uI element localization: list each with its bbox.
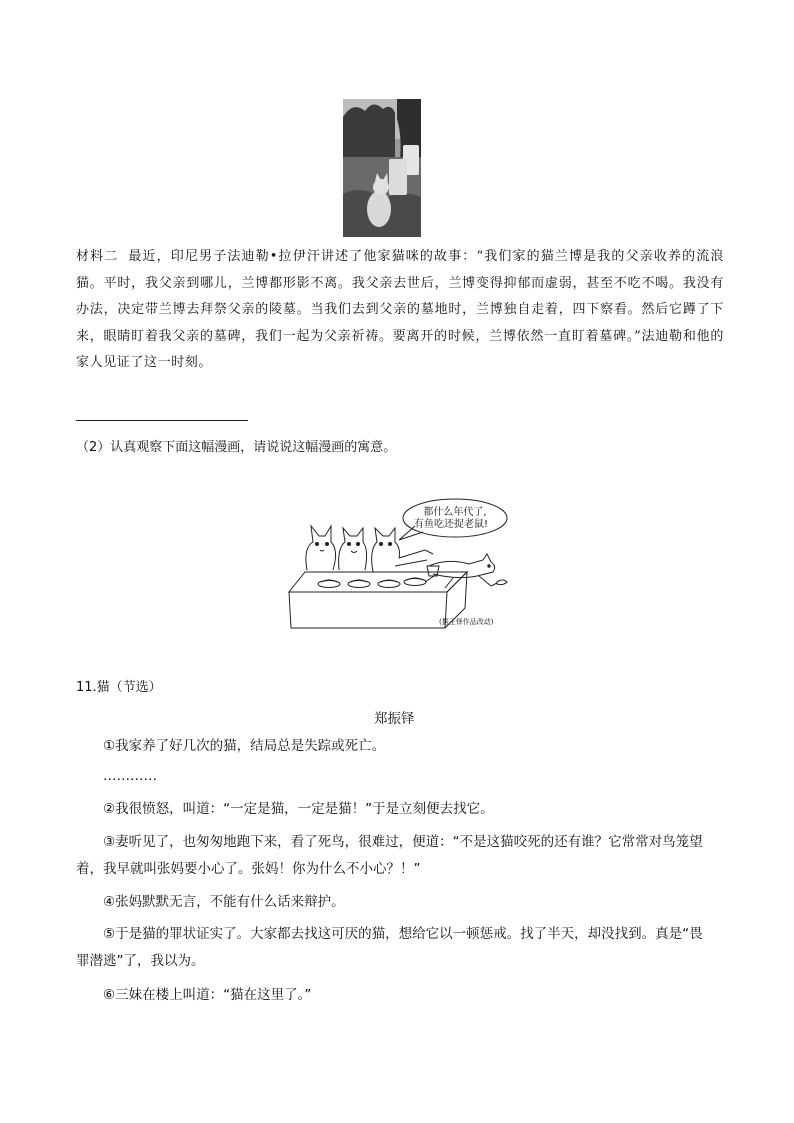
bubble-line-2: 有鱼吃还捉老鼠! bbox=[413, 519, 489, 530]
material-two-passage bbox=[76, 244, 724, 377]
material-two-label: 材料二 bbox=[76, 249, 119, 264]
paragraph-2: ②我很愤怒，叫道：“一定是猫，一定是猫！”于是立刻便去找它。 bbox=[103, 801, 494, 817]
cat-at-grave-photo bbox=[343, 99, 421, 237]
cats-cartoon bbox=[287, 496, 513, 630]
paragraph-1: ①我家养了好几次的猫，结局总是失踪或死亡。 bbox=[103, 738, 386, 754]
paragraph-5: ⑤于是猫的罪状证实了。大家都去找这可厌的猫，想给它以一顿惩戒。找了半天，却没找到。真是“畏罪潜逃”了，我以为。 bbox=[76, 926, 703, 969]
answer-line bbox=[76, 420, 248, 421]
material-two-text: 最近，印尼男子法迪勒•拉伊汗讲述了他家猫咪的故事：“我们家的猫兰博是我的父亲收养的流浪猫。平时，我父亲到哪儿，兰博都形影不离。我父亲去世后，兰博变得抑郁而虚弱，甚至不吃不喝。我没有办法，决定带兰博去拜祭父亲的陵墓。当我们去到父亲的墓地时，兰博独自走着，四下察看。然后它蹲了下来，眼睛盯着我父亲的墓碑，我们一起为父亲祈祷。要离开的时候，兰博依然一直盯着墓碑。”法迪勒和他的家人见证了这一时刻。 bbox=[76, 249, 724, 370]
cartoon-credit: (据王怿作品改动) bbox=[439, 618, 494, 626]
author-name: 郑振铎 bbox=[374, 711, 415, 727]
question-2-prompt: （2）认真观察下面这幅漫画，请说说这幅漫画的寓意。 bbox=[76, 440, 397, 455]
paragraph-6: ⑥三妹在楼上叫道：“猫在这里了。” bbox=[103, 987, 312, 1003]
ellipsis-line: ………… bbox=[103, 768, 157, 784]
paragraph-3: ③妻听见了，也匆匆地跑下来，看了死鸟，很难过，便道：“不是这猫咬死的还有谁？它常常对鸟笼望着，我早就叫张妈要小心了。张妈！你为什么不小心？！” bbox=[76, 834, 703, 877]
photo-illustration bbox=[343, 99, 421, 237]
bubble-line-1: 都什么年代了, bbox=[423, 507, 487, 518]
paragraph-4: ④张妈默默无言，不能有什么话来辩护。 bbox=[103, 894, 345, 910]
question-11-title: 11.猫（节选） bbox=[76, 680, 162, 695]
cartoon-illustration bbox=[287, 496, 513, 630]
